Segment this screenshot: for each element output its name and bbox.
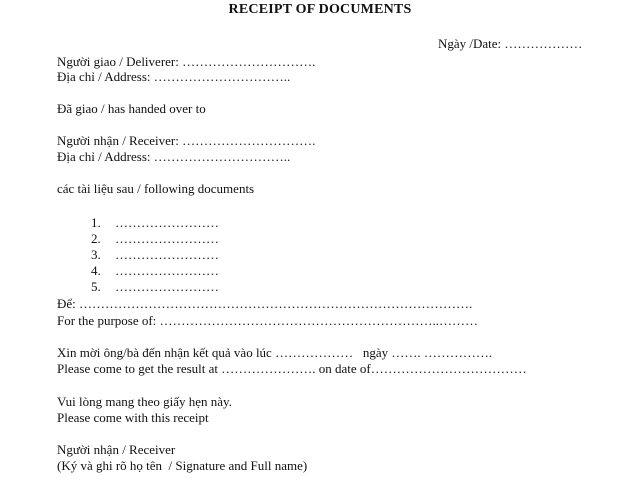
document-item-blank: ……………………: [115, 279, 219, 294]
document-item-blank: ……………………: [115, 231, 219, 246]
document-item-number: 4.: [91, 263, 101, 278]
purpose-field-vi: Để: ……………………………………………………………………………….: [57, 296, 473, 311]
document-item-blank: ……………………: [115, 215, 219, 230]
receiver-address-field: Địa chỉ / Address: …………………………..: [57, 149, 291, 164]
date-field: Ngày /Date: ………………: [438, 36, 583, 51]
document-item-blank: ……………………: [115, 247, 219, 262]
signature-label: Người nhận / Receiver: [57, 442, 176, 457]
handed-over-text: Đã giao / has handed over to: [57, 101, 206, 116]
deliverer-name-field: Người giao / Deliverer: ………………………….: [57, 54, 316, 69]
document-item-number: 3.: [91, 247, 101, 262]
signature-note: (Ký và ghi rõ họ tên / Signature and Full name): [57, 458, 308, 473]
documents-intro: các tài liệu sau / following documents: [57, 181, 255, 196]
purpose-field-en: For the purpose of: ………………………………………………………..………: [57, 313, 479, 328]
document-title: RECEIPT OF DOCUMENTS: [228, 2, 412, 17]
document-item-number: 1.: [91, 215, 101, 230]
document-item-blank: ……………………: [115, 263, 219, 278]
deliverer-address-field: Địa chỉ / Address: …………………………..: [57, 69, 291, 84]
receiver-name-field: Người nhận / Receiver: ………………………….: [57, 133, 316, 148]
result-time-vi: Xin mời ông/bà đến nhận kết quả vào lúc ……………… ngày ……. …………….: [57, 345, 493, 360]
document-item-number: 2.: [91, 231, 101, 246]
bring-receipt-vi: Vui lòng mang theo giấy hẹn này.: [57, 394, 232, 409]
bring-receipt-en: Please come with this receipt: [57, 410, 209, 425]
document-item-number: 5.: [91, 279, 101, 294]
result-time-en: Please come to get the result at …………………. on date of………………………………: [57, 361, 527, 376]
